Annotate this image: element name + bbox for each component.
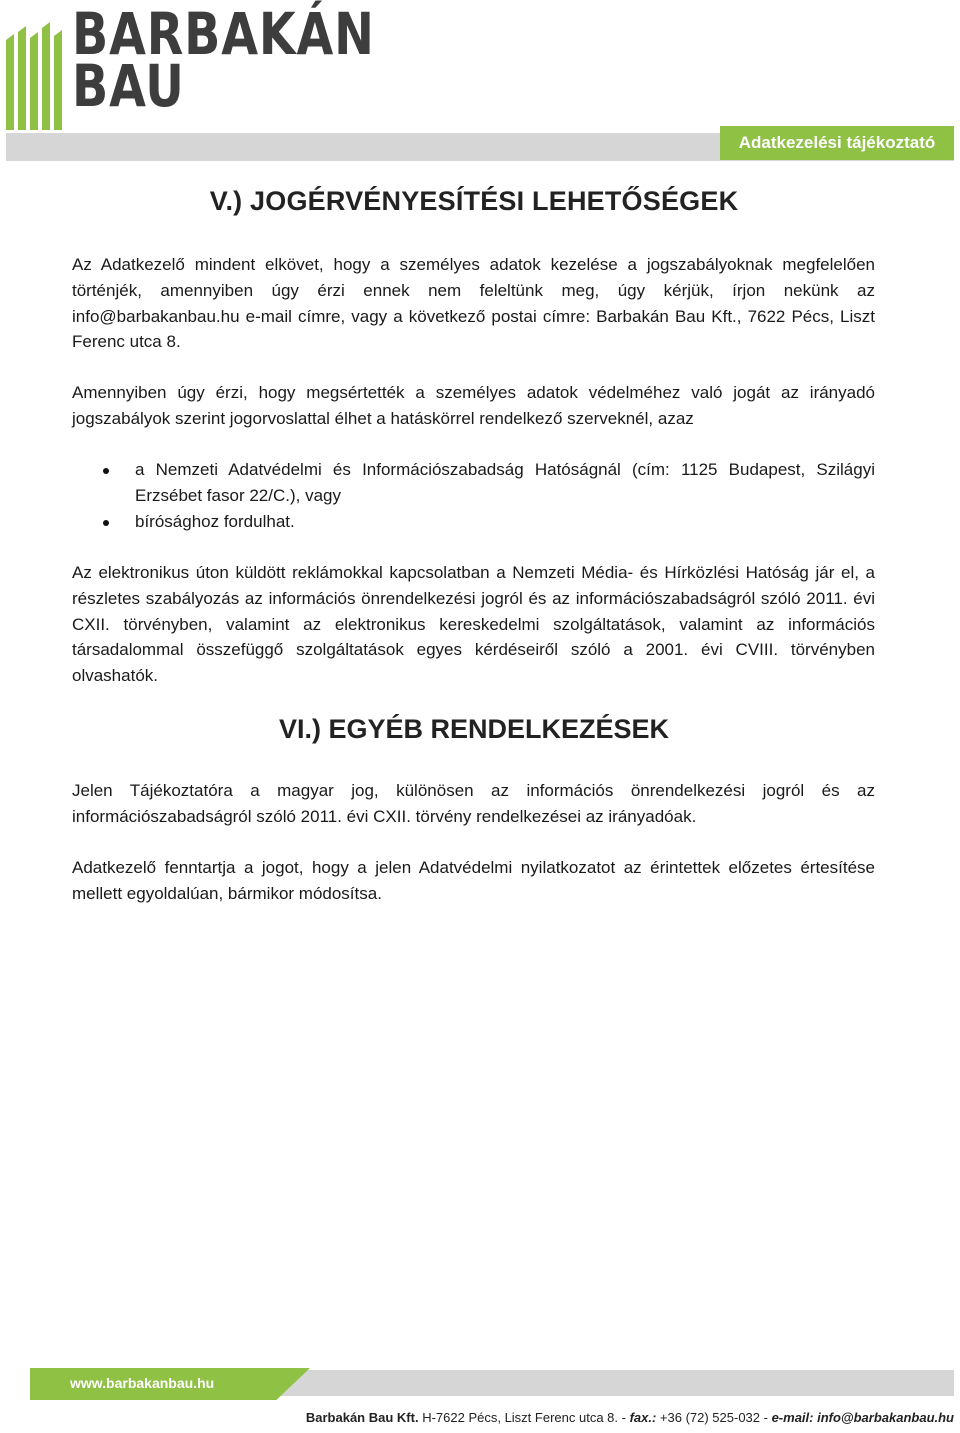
- footer-contact-line: [306, 1410, 954, 1425]
- company-logo: [6, 0, 375, 126]
- list-item-text: a Nemzeti Adatvédelmi és Információszabadság Hatóságnál (cím: 1125 Budapest, Szilágyi Erzsébet fasor 22/C.), vagy: [135, 460, 875, 505]
- footer-website-link[interactable]: www.barbakanbau.hu: [70, 1375, 215, 1391]
- list-item: [72, 457, 875, 509]
- list-item-text: bírósághoz fordulhat.: [135, 511, 295, 531]
- logo-line-2: BAU: [72, 52, 185, 120]
- remedy-list: [72, 457, 875, 534]
- logo-line-1: BARBAKÁN: [72, 0, 375, 68]
- section-6-title: VI.) EGYÉB RENDELKEZÉSEK: [278, 714, 670, 744]
- footer-email[interactable]: e-mail: info@barbakanbau.hu: [771, 1410, 954, 1425]
- section-6-paragraph-1: Jelen Tájékoztatóra a magyar jog, különösen az információs önrendelkezési jogról és az információszabadságról szóló 2011. évi CXII. törvény rendelkezései az irányadóak.: [72, 781, 875, 826]
- logo-stripes-icon: [6, 20, 66, 130]
- section-5-title: V.) JOGÉRVÉNYESÍTÉSI LEHETŐSÉGEK: [209, 186, 739, 216]
- list-item: [72, 509, 875, 535]
- footer-fax-label: fax.:: [629, 1410, 657, 1425]
- section-6-paragraph-2: Adatkezelő fenntartja a jogot, hogy a jelen Adatvédelmi nyilatkozatot az érintettek előzetes értesítése mellett egyoldalúan, bármikor módosítsa.: [72, 858, 875, 903]
- section-5-paragraph-1: Az Adatkezelő mindent elkövet, hogy a személyes adatok kezelése a jogszabályoknak megfelelően történjék, amennyiben úgy érzi ennek nem feleltünk meg, úgy kérjük, írjon nekünk az info@barbakanbau.hu e-mail címre, vagy a következő postai címre: Barbakán Bau Kft., 7622 Pécs, Liszt Ferenc utca 8.: [72, 255, 875, 352]
- footer-address: H-7622 Pécs, Liszt Ferenc utca 8. -: [418, 1410, 630, 1425]
- logo-wordmark: [72, 0, 375, 120]
- footer-company: Barbakán Bau Kft.: [305, 1410, 419, 1425]
- section-5-paragraph-3: Az elektronikus úton küldött reklámokkal kapcsolatban a Nemzeti Média- és Hírközlési Hatóság jár el, a részletes szabályozás az információs önrendelkezési jogról és az információszabadságról szóló 2011. évi CXII. törvényben, valamint az elektronikus kereskedelmi szolgáltatások, valamint az információs társadalommal összefüggő szolgáltatások egyes kérdéseiről szóló a 2001. évi CVIII. törvényben olvashatók.: [72, 563, 875, 686]
- bullet-icon: [103, 468, 109, 474]
- bullet-icon: [103, 520, 109, 526]
- footer-fax: +36 (72) 525-032 -: [656, 1410, 772, 1425]
- section-5-paragraph-2: Amennyiben úgy érzi, hogy megsértették a személyes adatok védelméhez való jogát az irányadó jogszabályok szerint jogorvoslattal élhet a hatáskörrel rendelkező szerveknél, azaz: [72, 383, 875, 428]
- document-tag: Adatkezelési tájékoztató: [720, 126, 954, 160]
